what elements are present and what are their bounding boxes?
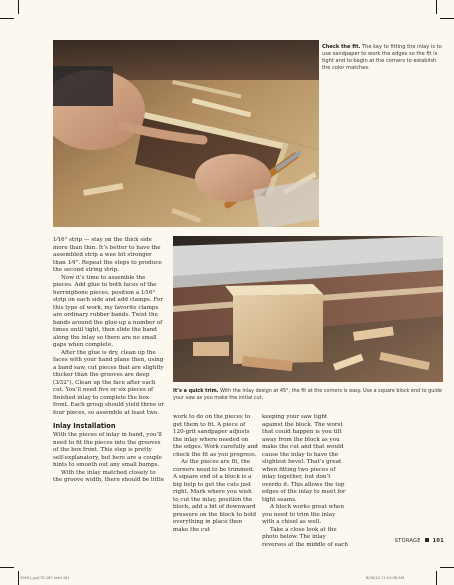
paragraph: Take a close look at the photo below. The inlay reverses at the middle of each (262, 526, 348, 548)
print-slug-left: Y0001_pg170-187.indd 181 (20, 576, 70, 580)
paragraph: A block works great when you need to trim the inlay with a chisel as well. (262, 504, 344, 525)
paragraph: 1⁄16" strip — stay on the thick side more than thin. It’s better to have the assembled strip a wee bit stronger than 1⁄4". Repeat the steps to produce the second string strip. (53, 237, 162, 273)
photo-fitting-inlay (53, 40, 319, 227)
photo-quick-trim-image (173, 236, 443, 382)
text-column-2 (173, 414, 258, 534)
page-footer (356, 538, 444, 544)
paragraph: With the inlay matched closely to the groove width, there should be little (53, 469, 165, 483)
crop-mark (0, 567, 14, 568)
crop-mark (18, 571, 19, 585)
text-column-3 (262, 414, 348, 549)
square-bullet-icon (425, 538, 429, 542)
paragraph: As the pieces are fit, the corners need to be trimmed. A square end of a block is a big help to get the cuts just right. Mark where you wish to cut the inlay, position the block, add a bit of downward pressure on the block to hold everything in place then make the cut (173, 459, 257, 533)
crop-mark (436, 0, 437, 14)
photo-quick-trim (173, 236, 443, 382)
section-name: STORAGE (394, 538, 421, 544)
paragraph: work to do on the pieces to get them to fit. A piece of 120-grit sandpaper adjusts the inlay where needed on the edges. Work carefully and check the fit as you progress. (173, 414, 258, 458)
crop-mark (440, 567, 454, 568)
paragraph: keeping your saw tight against the block. The worst that could happen is you tilt away from the block as you make the cut and that would cause the inlay to have the slightest bevel. That’s great when fitting two pieces of inlay together, but don’t overdo it. This allows the top edges of the inlay to meet for tight seams. (262, 414, 346, 503)
crop-mark (440, 18, 454, 19)
caption-text: With the inlay design at 45°, the fit at the corners is easy. Use a square block end to guide your saw as you make the initial cut. (173, 388, 442, 401)
caption-quick-trim (173, 388, 443, 402)
paragraph: After the glue is dry, clean up the faces with your hand plane then, using a band saw, cut pieces that are slightly thicker than the grooves are deep (3⁄32"). Clean up the face after each cut. You’ll need five or six pieces of finished inlay to complete the box front. Each group should yield three or four pieces, so assemble at least two. (53, 349, 164, 416)
caption-lead: It’s a quick trim. (173, 388, 219, 394)
section-heading: Inlay Installation (53, 422, 116, 430)
text-column-1 (53, 237, 165, 485)
print-slug-right: 6/26/10 11:10:08 AM (366, 576, 404, 580)
caption-text: The key to fitting the inlay is to use sandpaper to work the edges so the fit is tight and to begin at the corners to establish the color matches. (322, 44, 442, 72)
page-number: 101 (432, 538, 444, 544)
crop-mark (436, 571, 437, 585)
photo-fitting-inlay-image (53, 40, 319, 227)
paragraph: With the pieces of inlay in hand, you’ll need to fit the pieces into the grooves of the box front. This step is pretty self-explanatory, but here are a couple hints to smooth out any small bumps. (53, 432, 162, 468)
caption-check-the-fit (322, 44, 442, 72)
crop-mark (18, 0, 19, 14)
caption-lead: Check the fit. (322, 44, 361, 50)
paragraph: Now it’s time to assemble the pieces. Add glue to both faces of the herringbone pieces, position a 1⁄16" strip on each side and add clamps. For this type of work, my favorite clamps are ordinary rubber bands. Twist the bands around the glue-up a number of times until tight, then slide the band along the inlay so there are no small gaps when complete. (53, 274, 163, 348)
crop-mark (0, 18, 14, 19)
